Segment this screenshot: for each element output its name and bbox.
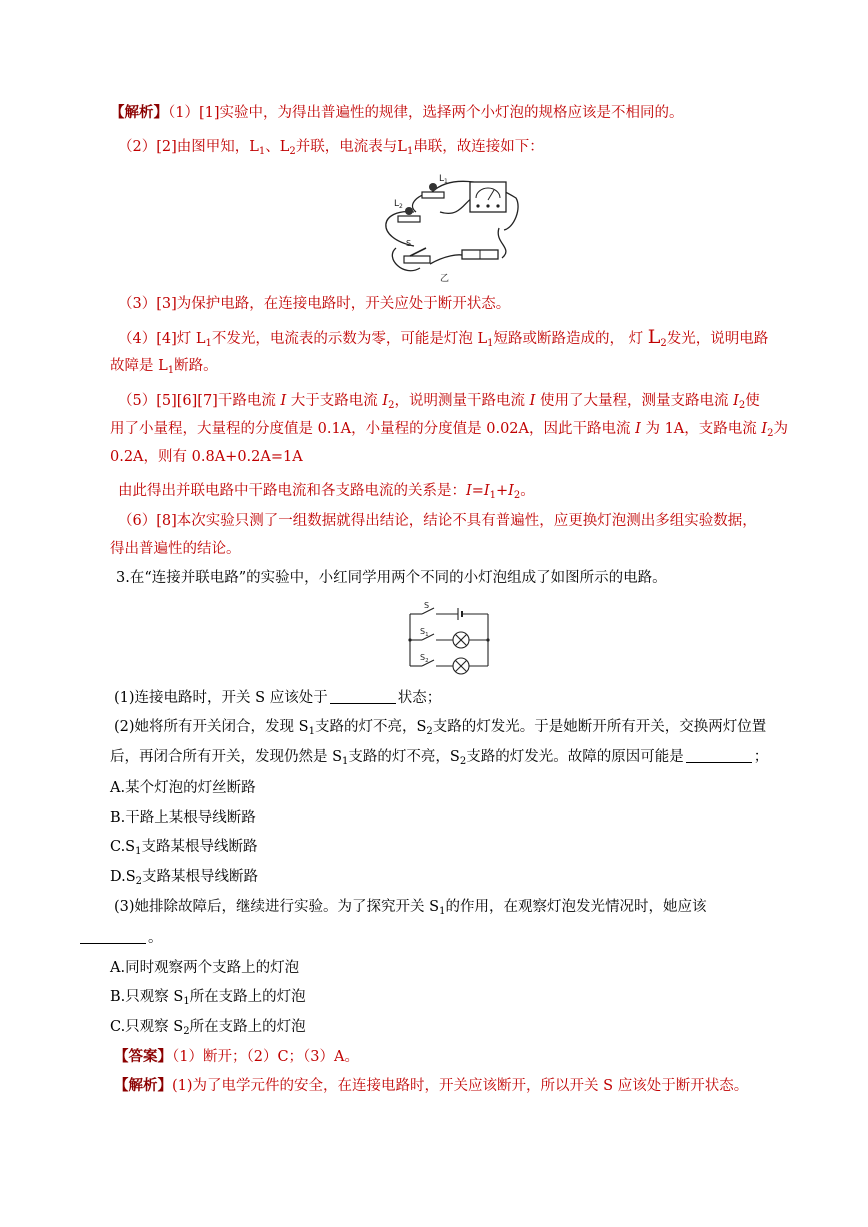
switch-base [404, 256, 430, 263]
option-C[interactable]: $C.S_1$支路某根导线断路 [110, 839, 258, 857]
label-S: S [406, 239, 412, 248]
label-L1: $L_1$ [439, 174, 448, 185]
lamp-L1-icon [429, 183, 437, 191]
label-S2: $S_2$ [420, 653, 429, 664]
analysis-p5-line4: 由此得出并联电路中干路电流和各支路电流的关系是：$I=I_1+I_2$。 [118, 483, 535, 501]
question3-part2: (2)她将所有开关闭合，发现 $S_1$支路的灯不亮，$S_2$支路的灯发光。于是她断开所有开关，交换两灯位置 [114, 719, 767, 737]
analysis-p4: （4）[4]灯 $L_1$不发光，电流表的示数为零，可能是灯泡 $L_1$短路或断路造成的， 灯 $L_2$发光，说明电路 [118, 326, 769, 349]
analysis-p3: （3）[3]为保护电路，在连接电路时，开关应处于断开状态。 [118, 296, 511, 312]
analysis-p4-line2: 故障是 $L_1$断路。 [110, 358, 218, 376]
analysis-p5-line3: 0.2A，则有 0.8A+0.2A=1A [110, 449, 303, 465]
switch-icon [410, 248, 426, 256]
lamp-L2-base [398, 216, 420, 222]
label-S: S [424, 601, 430, 610]
analysis-tag: 【解析】 [110, 104, 168, 121]
figure-caption: 乙 [440, 274, 450, 284]
answer-tag: 【答案】 [114, 1048, 172, 1065]
lamp-L2-icon [453, 658, 469, 674]
analysis-p6-line2: 得出普遍性的结论。 [110, 541, 241, 557]
q3-option-C[interactable]: C.只观察 $S_2$所在支路上的灯泡 [110, 1019, 306, 1037]
analysis-p1: 【解析】（1）[1]实验中，为得出普遍性的规律，选择两个小灯泡的规格应该是不相同的。 [110, 104, 684, 121]
circuit-photo-figure [374, 168, 522, 286]
analysis-p5-line2: 用了小量程，大量程的分度值是 0.1A，小量程的分度值是 0.02A，因此干路电流 I 为 1A，支路电流 $I_2$为 [110, 421, 788, 439]
option-B[interactable]: B.干路上某根导线断路 [110, 810, 256, 826]
label-L2: $L_2$ [394, 199, 403, 210]
lamp-L2-icon [405, 207, 413, 215]
analysis-p5: （5）[5][6][7]干路电流 I 大于支路电流 $I_2$，说明测量干路电流 I 使用了大量程，测量支路电流 $I_2$使 [118, 393, 760, 411]
answer-blank-2[interactable] [686, 748, 752, 763]
question3-part3-line2: 。 [78, 928, 163, 948]
question3-stem: 3.在“连接并联电路”的实验中，小红同学用两个不同的小灯泡组成了如图所示的电路。 [116, 570, 667, 586]
answer-blank-3[interactable] [80, 929, 146, 944]
answer-line: 【答案】（1）断开；（2）C；（3）A。 [114, 1048, 359, 1065]
question3-part1: (1)连接电路时，开关 S 应该处于 状态； [114, 690, 442, 706]
option-D[interactable]: $D.S_2$支路某根导线断路 [110, 869, 259, 887]
answer-blank-1[interactable] [330, 689, 396, 704]
analysis-p2: （2）[2]由图甲知，$L_1$、$L_2$并联，电流表与$L_1$串联，故连接如下： [118, 139, 544, 157]
option-A[interactable]: A.某个灯泡的灯丝断路 [110, 780, 256, 796]
lamp-L1-base [422, 192, 444, 198]
q3-option-A[interactable]: A.同时观察两个支路上的灯泡 [110, 960, 300, 976]
label-S1: $S_1$ [420, 627, 429, 638]
parallel-circuit-diagram [404, 598, 494, 680]
q3-option-B[interactable]: B.只观察 $S_1$所在支路上的灯泡 [110, 989, 306, 1007]
question3-part3: (3)她排除故障后，继续进行实验。为了探究开关 $S_1$的作用，在观察灯泡发光情况时，她应该 [114, 899, 707, 917]
lamp-L1-icon [453, 632, 469, 648]
question3-part2-line2: 后，再闭合所有开关，发现仍然是 $S_1$支路的灯不亮，$S_2$支路的灯发光。故障的原因可能是 ； [110, 749, 769, 767]
analysis-p6: （6）[8]本次实验只测了一组数据就得出结论，结论不具有普遍性，应更换灯泡测出多组实验数据， [118, 513, 757, 529]
analysis2-line: 【解析】(1)为了电学元件的安全，在连接电路时，开关应该断开，所以开关 S 应该处于断开状态。 [114, 1077, 749, 1094]
analysis2-tag: 【解析】 [114, 1077, 172, 1094]
